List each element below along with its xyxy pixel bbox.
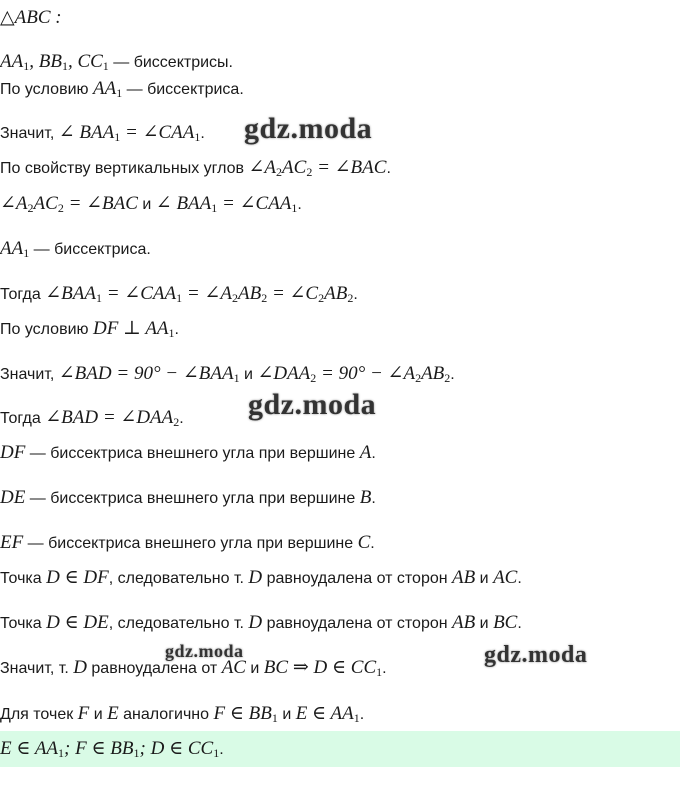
line-90-degrees: Значит, ∠BAD = $90^\circ - \angle BAA_1$ и $\angle DAA_2 = 90^\circ$ − $\angle A_2AB_2$. [0, 363, 455, 385]
line-d-in-cc1: Значит, т. D равноудалена от AC и BC ⇒ D ∈ $CC_1$. [0, 657, 387, 679]
line-ef-external: EF — биссектриса внешнего угла при вершине C. [0, 532, 375, 553]
line-aa1-bisector: $AA_1$ — биссектриса. [0, 238, 151, 260]
line-point-d-df: Точка D ∈ DF, следовательно т. D равноудалена от сторон AB и AC. [0, 567, 522, 588]
watermark-logo: gdz.moda [165, 641, 244, 661]
line-then-angles: Тогда $\angle BAA_1$ = $\angle CAA_1$ = $\angle A_2AB_2$ = $\angle C_2AB_2$. [0, 283, 358, 305]
line-df-perpendicular: По условию DF ⊥ $AA_1$. [0, 318, 179, 340]
line-bad-daa2: Тогда ∠BAD = $\angle DAA_2$. [0, 407, 184, 429]
line-de-external: DE — биссектриса внешнего угла при вершине B. [0, 487, 376, 508]
line-points-f-e: Для точек F и E аналогично F ∈ $BB_1$ и E ∈ $AA_1$. [0, 703, 365, 725]
line-df-external: DF — биссектриса внешнего угла при вершине A. [0, 442, 376, 463]
line-angle-equality: Значит, ∠ $BAA_1$ = $\angle CAA_1$. [0, 122, 205, 144]
line-answer: E ∈ $AA_1$; F ∈ $BB_1$; D ∈ $CC_1$. [0, 738, 224, 760]
watermark-logo: gdz.moda [248, 388, 377, 421]
line-triangle-abc: △ABC : [0, 7, 62, 28]
line-vertical-angles: По свойству вертикальных углов $\angle A_2AC_2$ = ∠BAC. [0, 157, 391, 179]
line-point-d-de: Точка D ∈ DE, следовательно т. D равноудалена от сторон AB и BC. [0, 612, 522, 633]
watermark-logo: gdz.moda [484, 642, 588, 668]
watermark-logo: gdz.moda [244, 112, 373, 145]
line-angle-relations: $\angle A_2AC_2$ = ∠BAC и ∠ $BAA_1$ = $\angle CAA_1$. [0, 193, 302, 215]
line-bisectors: $AA_1$, $BB_1$, $CC_1$ — биссектрисы. [0, 51, 233, 73]
line-condition-aa1: По условию $AA_1$ — биссектриса. [0, 78, 244, 100]
